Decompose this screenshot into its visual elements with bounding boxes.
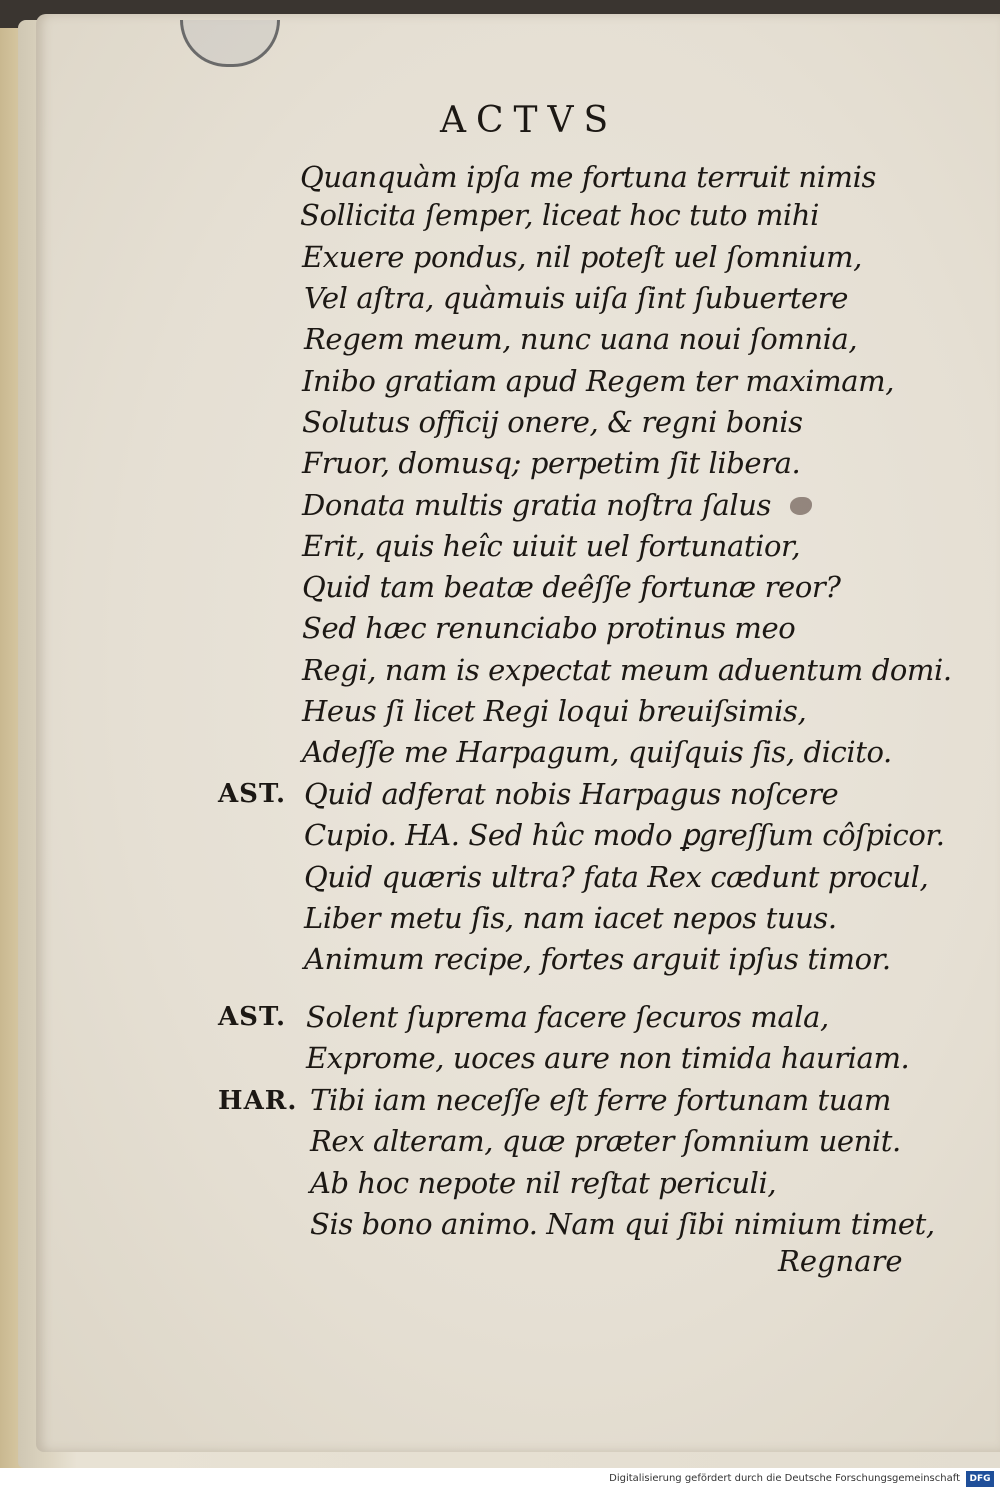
text-line: Solent ſuprema facere ſecuros mala, [306,1000,829,1034]
text-line: Tibi iam neceſſe eſt ferre fortunam tuam [310,1083,892,1117]
dfg-logo: DFG [966,1471,994,1487]
text-line: Liber metu ſis, nam iacet nepos tuus. [304,901,837,935]
text-line: Exprome, uoces aure non timida hauriam. [306,1041,910,1075]
speaker-label: AST. [218,1002,286,1032]
text-line: Ab hoc nepote nil reſtat periculi, [310,1166,777,1200]
text-line: Cupio. HA. Sed hûc modo ꝑgreſſum côſpicor. [304,818,945,852]
text-line: Sed hæc renunciabo protinus meo [302,611,796,645]
text-line: Fruor, domusq; perpetim ſit libera. [302,446,801,480]
text-line: Heus ſi licet Regi loqui breuiſsimis, [302,694,807,728]
text-line: Quid adferat nobis Harpagus noſcere [304,777,839,811]
text-line: Rex alteram, quæ præter ſomnium uenit. [310,1124,901,1158]
page-heading: ACTVS [440,100,619,141]
text-line: Solutus officij onere, & regni bonis [302,405,803,439]
text-line: Animum recipe, fortes arguit ipſus timor. [304,942,891,976]
text-line: Inibo gratiam apud Regem ter maximam, [302,364,895,398]
text-line: Adeſſe me Harpagum, quiſquis ſis, dicito. [302,735,892,769]
speaker-label: HAR. [218,1086,298,1116]
text-line: Quid tam beatæ deêſſe fortunæ reor? [302,570,841,604]
speaker-label: AST. [218,779,286,809]
text-line: Erit, quis heîc uiuit uel fortunatior, [302,529,801,563]
text-line: Regem meum, nunc uana noui ſomnia, [304,322,858,356]
text-line: Exuere pondus, nil poteſt uel ſomnium, [302,240,862,274]
footer-bar [0,1468,1000,1492]
text-line: Sis bono animo. Nam qui ſibi nimium timet, [310,1207,935,1241]
text-line: Quid quæris ultra? fata Rex cædunt procul, [304,860,929,894]
text-line: Quanquàm ipſa me fortuna terruit nimis [300,160,876,194]
text-line: Regi, nam is expectat meum aduentum domi. [302,653,952,687]
text-line: Sollicita ſemper, liceat hoc tuto mihi [300,198,819,232]
footer-credit: Digitalisierung gefördert durch die Deutsche Forschungsgemeinschaft [609,1473,960,1484]
text-line: Donata multis gratia noſtra ſalus [302,488,772,522]
text-line: Vel aſtra, quàmuis uiſa ſint ſubuertere [304,281,848,315]
catchword: Regnare [778,1244,903,1278]
